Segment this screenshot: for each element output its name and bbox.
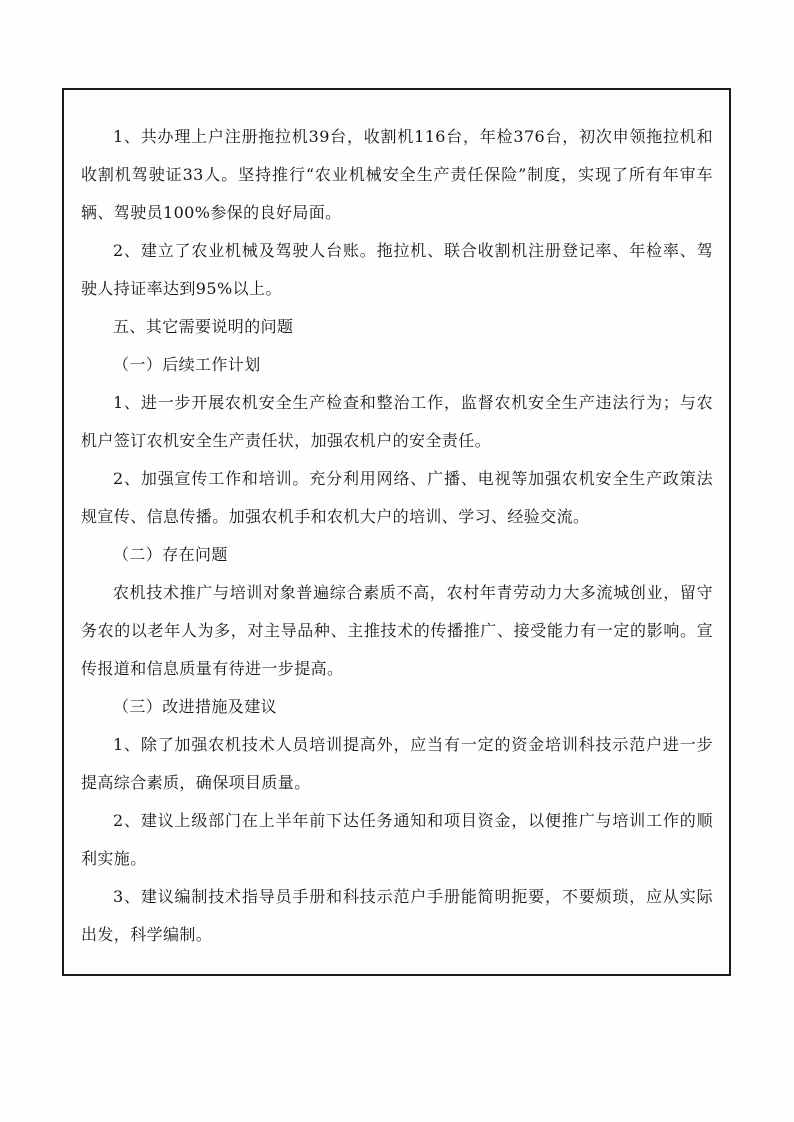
paragraph-registration-stats: 1、共办理上户注册拖拉机39台，收割机116台，年检376台，初次申领拖拉机和收割机驾驶证33人。坚持推行“农业机械安全生产责任保险”制度，实现了所有年审车辆、驾驶员100%参保的良好局面。 <box>81 127 713 222</box>
document-text-cell <box>62 88 731 976</box>
heading-improvement-suggestions: （三）改进措施及建议 <box>113 697 278 716</box>
paragraph-suggestion-2: 2、建议上级部门在上半年前下达任务通知和项目资金，以便推广与培训工作的顺利实施。 <box>81 811 713 868</box>
paragraph-suggestion-1: 1、除了加强农机技术人员培训提高外，应当有一定的资金培训科技示范户进一步提高综合素质，确保项目质量。 <box>81 735 713 792</box>
paragraph-ledger: 2、建立了农业机械及驾驶人台账。拖拉机、联合收割机注册登记率、年检率、驾驶人持证率达到95%以上。 <box>81 241 713 298</box>
paragraph-problems-detail: 农机技术推广与培训对象普遍综合素质不高，农村年青劳动力大多流城创业，留守务农的以老年人为多，对主导品种、主推技术的传播推广、接受能力有一定的影响。宣传报道和信息质量有待进一步提高。 <box>81 583 713 678</box>
paragraph-plan-item-1: 1、进一步开展农机安全生产检查和整治工作，监督农机安全生产违法行为；与农机户签订农机安全生产责任状，加强农机户的安全责任。 <box>81 393 713 450</box>
heading-followup-plan: （一）后续工作计划 <box>113 355 261 374</box>
heading-existing-problems: （二）存在问题 <box>113 545 228 564</box>
heading-section-five: 五、其它需要说明的问题 <box>113 317 294 336</box>
paragraph-suggestion-3: 3、建议编制技术指导员手册和科技示范户手册能简明扼要，不要烦琐，应从实际出发，科学编制。 <box>81 887 713 944</box>
paragraph-plan-item-2: 2、加强宣传工作和培训。充分利用网络、广播、电视等加强农机安全生产政策法规宣传、信息传播。加强农机手和农机大户的培训、学习、经验交流。 <box>81 469 713 526</box>
